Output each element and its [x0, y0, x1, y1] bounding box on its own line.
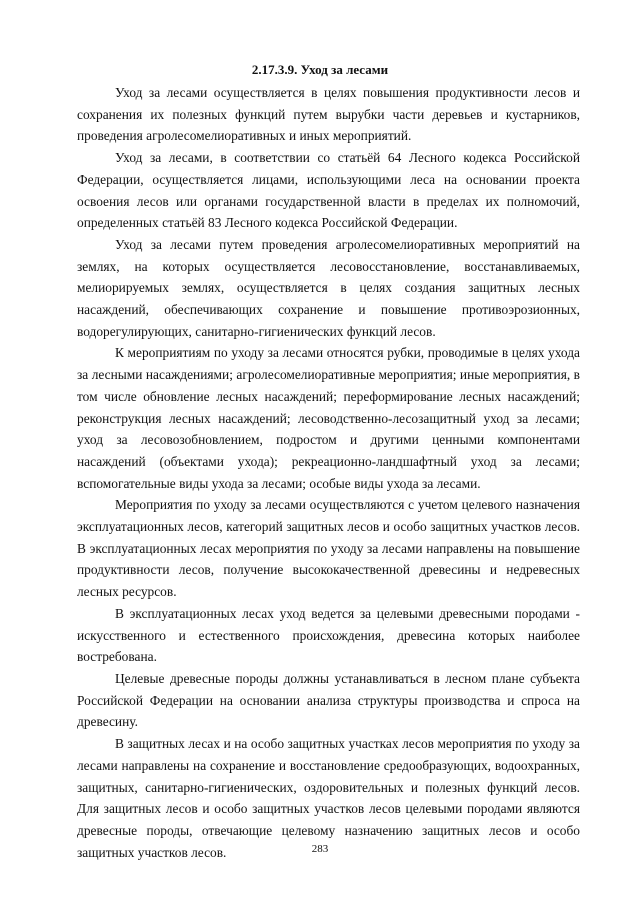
paragraph: Уход за лесами, в соответствии со статьёй 64 Лесного кодекса Российской Федерации, осуществляется лицами, использующими леса на основании проекта освоения лесов или органами государственной власти в пределах их полномочий, определенных статьёй 83 Лесного кодекса Российской Федерации. [77, 150, 580, 231]
paragraph: Уход за лесами путем проведения агролесомелиоративных мероприятий на землях, на которых осуществляется лесовосстановление, восстанавливаемых, мелиорируемых землях, осуществляется в целях создания защитных лесных насаждений, обеспечивающих сохранение и повышение противоэрозионных, водорегулирующих, санитарно-гигиенических функций лесов. [77, 236, 580, 339]
paragraph: Мероприятия по уходу за лесами осуществляются с учетом целевого назначения эксплуатационных лесов, категорий защитных лесов и особо защитных участков лесов. В эксплуатационных лесах мероприятия по уходу за лесами направлены на повышение продуктивности лесов, получение высококачественной древесины и недревесных лесных ресурсов. [77, 497, 580, 600]
paragraph: Целевые древесные породы должны устанавливаться в лесном плане субъекта Российской Федерации на основании анализа структуры производства и спроса на древесину. [77, 670, 580, 730]
paragraph: К мероприятиям по уходу за лесами относятся рубки, проводимые в целях ухода за лесными насаждениями; агролесомелиоративные мероприятия; иные мероприятия, в том числе обновление лесных насаждений; переформирование лесных насаждений; реконструкция лесных насаждений; лесоводственно-лесозащитный уход за лесами; уход за лесовозобновлением, подростом и другими ценными компонентами насаждений (объектами ухода); рекреационно-ландшафтный уход за лесами; вспомогательные виды ухода за лесами; особые виды ухода за лесами. [77, 345, 580, 491]
section-heading: 2.17.3.9. Уход за лесами [251, 62, 389, 77]
page-number: 283 [311, 843, 329, 855]
paragraph: В защитных лесах и на особо защитных участках лесов мероприятия по уходу за лесами направлены на сохранение и восстановление средообразующих, водоохранных, защитных, санитарно-гигиенических, оздоровительных и полезных функций лесов. Для защитных лесов и особо защитных участков лесов целевыми породами являются древесные породы, отвечающие целевому назначению защитных лесов и особо защитных участков лесов. [77, 736, 580, 860]
paragraph: В эксплуатационных лесах уход ведется за целевыми древесными породами - искусственного и естественного происхождения, древесина которых наиболее востребована. [77, 605, 580, 665]
body-text [77, 82, 580, 863]
paragraph: Уход за лесами осуществляется в целях повышения продуктивности лесов и сохранения их полезных функций путем вырубки части деревьев и кустарников, проведения агролесомелиоративных и иных мероприятий. [77, 85, 580, 144]
